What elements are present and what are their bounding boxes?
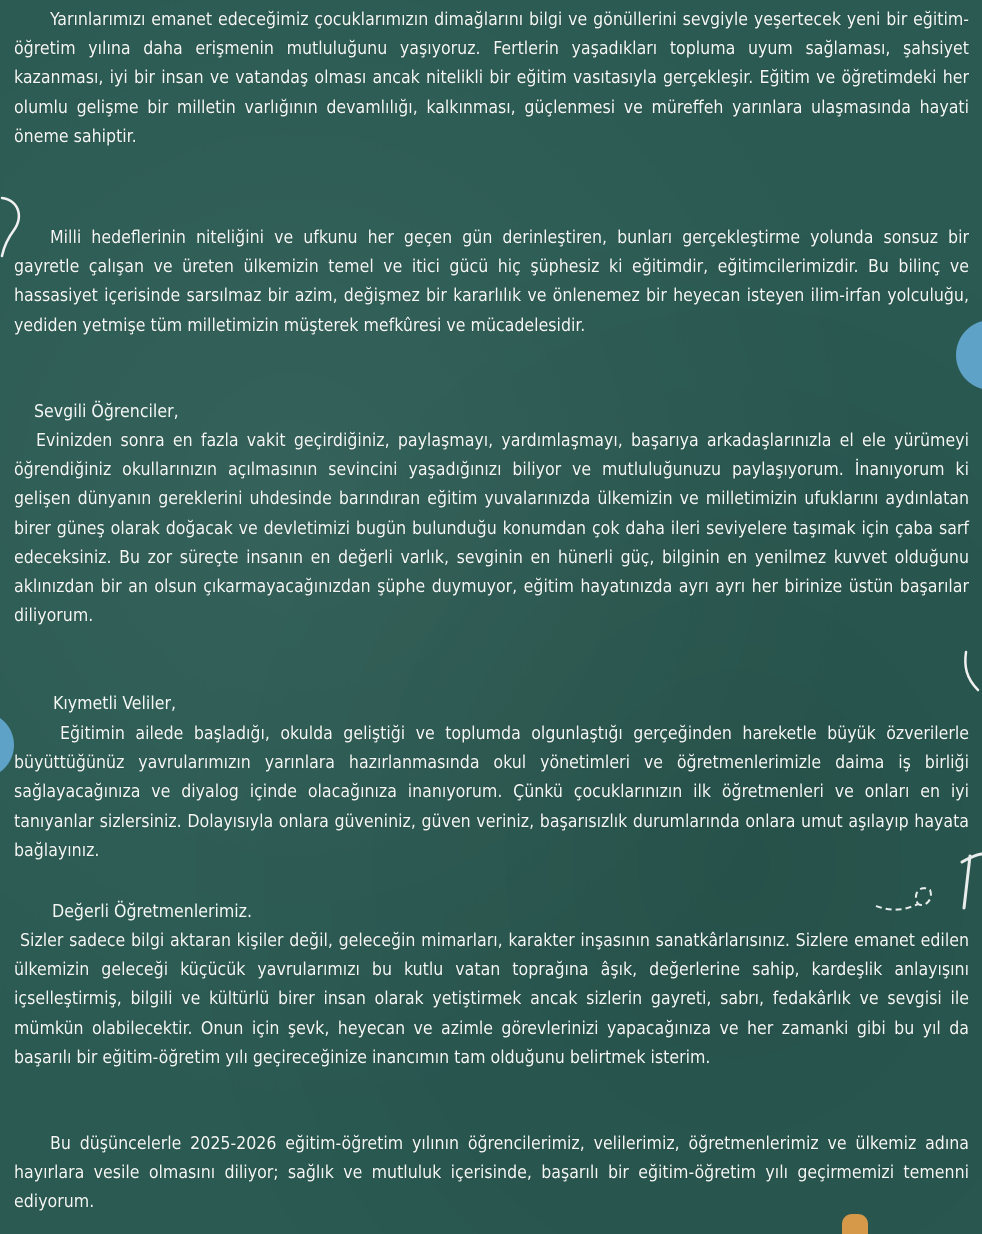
- blue-circle-left: [0, 712, 14, 778]
- salutation-parents: Kıymetli Veliler,: [53, 694, 176, 714]
- closing-paragraph: Bu düşüncelerle 2025-2026 eğitim-öğretim yılının öğrencilerimiz, velilerimiz, öğretmenlerimiz ve ülkemiz adına hayırlara vesile olmasını diliyor; sağlık ve mutluluk içerisinde, başarılı bir eğitim-öğretim yılı geçirmemizi temenni ediyorum.: [14, 1134, 969, 1213]
- intro-paragraph: Yarınlarımızı emanet edeceğimiz çocuklarımızın dimağlarını bilgi ve gönüllerini sevgiyle yeşertecek yeni bir eğitim-öğretim yılına daha erişmenin mutluluğunu yaşıyoruz. Fertlerin yaşadıkları topluma uyum sağlaması, şahsiyet kazanması, iyi bir insan ve vatandaş olması ancak nitelikli bir eğitim vasıtasıyla gerçekleşir. Eğitim ve öğretimdeki her olumlu gelişme bir milletin varlığının devamlılığı, kalkınması, güçlenmesi ve müreffeh yarınlara ulaşmasında hayati öneme sahiptir.: [14, 10, 969, 147]
- chalk-arc-doodle: [960, 650, 982, 694]
- salutation-teachers: Değerli Öğretmenlerimiz.: [52, 902, 253, 922]
- salutation-students: Sevgili Öğrenciler,: [34, 402, 179, 422]
- national-goals-paragraph: Milli hedeflerinin niteliğini ve ufkunu her geçen gün derinleştiren, bunları gerçekleştirme yolunda sonsuz bir gayretle çalışan ve üreten ülkemizin temel ve itici gücü hiç şüphesiz ki eğitimdir, eğitimcilerimizdir. Bu bilinç ve hassasiyet içerisinde sarsılmaz bir azim, değişmez bir kararlılık ve önlenemez bir heyecan isteyen ilim-irfan yolculuğu, yediden yetmişe tüm milletimizin müşterek mefkûresi ve mücadelesidir.: [14, 228, 969, 336]
- teachers-paragraph: Sizler sadece bilgi aktaran kişiler değil, geleceğin mimarları, karakter inşasının sanatkârlarısınız. Sizlere emanet edilen ülkemizin geleceği küçücük yavrularımızı bu kutlu vatan toprağına âşık, değerlerine sahip, kardeşlik anlayışını içselleştirmiş, bilgili ve kültürlü birer insan olarak yetiştirmek ancak sizlerin gayreti, sabrı, fedakârlık ve sevgisi ile mümkün olabilecektir. Onun için şevk, heyecan ve azimle görevlerinizi yapacağınıza ve her zamanki gibi bu yıl da başarılı bir eğitim-öğretim yılı geçireceğinize inancımın tam olduğunu belirtmek isterim.: [14, 931, 969, 1068]
- parents-paragraph: Eğitimin ailede başladığı, okulda geliştiği ve toplumda olgunlaştığı gerçeğinden hareketle büyük özverilerle büyüttüğünüz yavrularımızın yarınlara hazırlanmasında okul yönetimleri ve öğretmenlerimizle daima iş birliği sağlayacağınıza ve diyalog içinde olacağınıza inanıyorum. Çünkü çocuklarınızın ilk öğretmenleri ve onları en iyi tanıyanlar sizlersiniz. Dolayısıyla onlara güveniniz, güven veriniz, başarısızlık durumlarında onlara umut aşılayıp hayata bağlayınız.: [14, 724, 969, 861]
- students-paragraph: Evinizden sonra en fazla vakit geçirdiğiniz, paylaşmayı, yardımlaşmayı, başarıya arkadaşlarınızla el ele yürümeyi öğrendiğiniz okullarınızın açılmasının sevincini yaşadığınızı biliyor ve mutluluğunuzu paylaşıyorum. İnanıyorum ki gelişen dünyanın gereklerini uhdesinde barındıran eğitim yuvalarınızda ülkemizin ve milletimizin ufuklarını aydınlatan birer güneş olarak doğacak ve devletimizi bugün bulunduğu konumdan çok daha ileri seviyelere taşımak için çaba sarf edeceksiniz. Bu zor süreçte insanın en değerli varlık, sevginin en hünerli güç, bilginin en yenilmez kuvvet olduğunu aklınızdan bir an olsun çıkarmayacağınızdan şüphe duymuyor, eğitim hayatınızda ayrı ayrı her birinize üstün başarılar diliyorum.: [14, 431, 969, 627]
